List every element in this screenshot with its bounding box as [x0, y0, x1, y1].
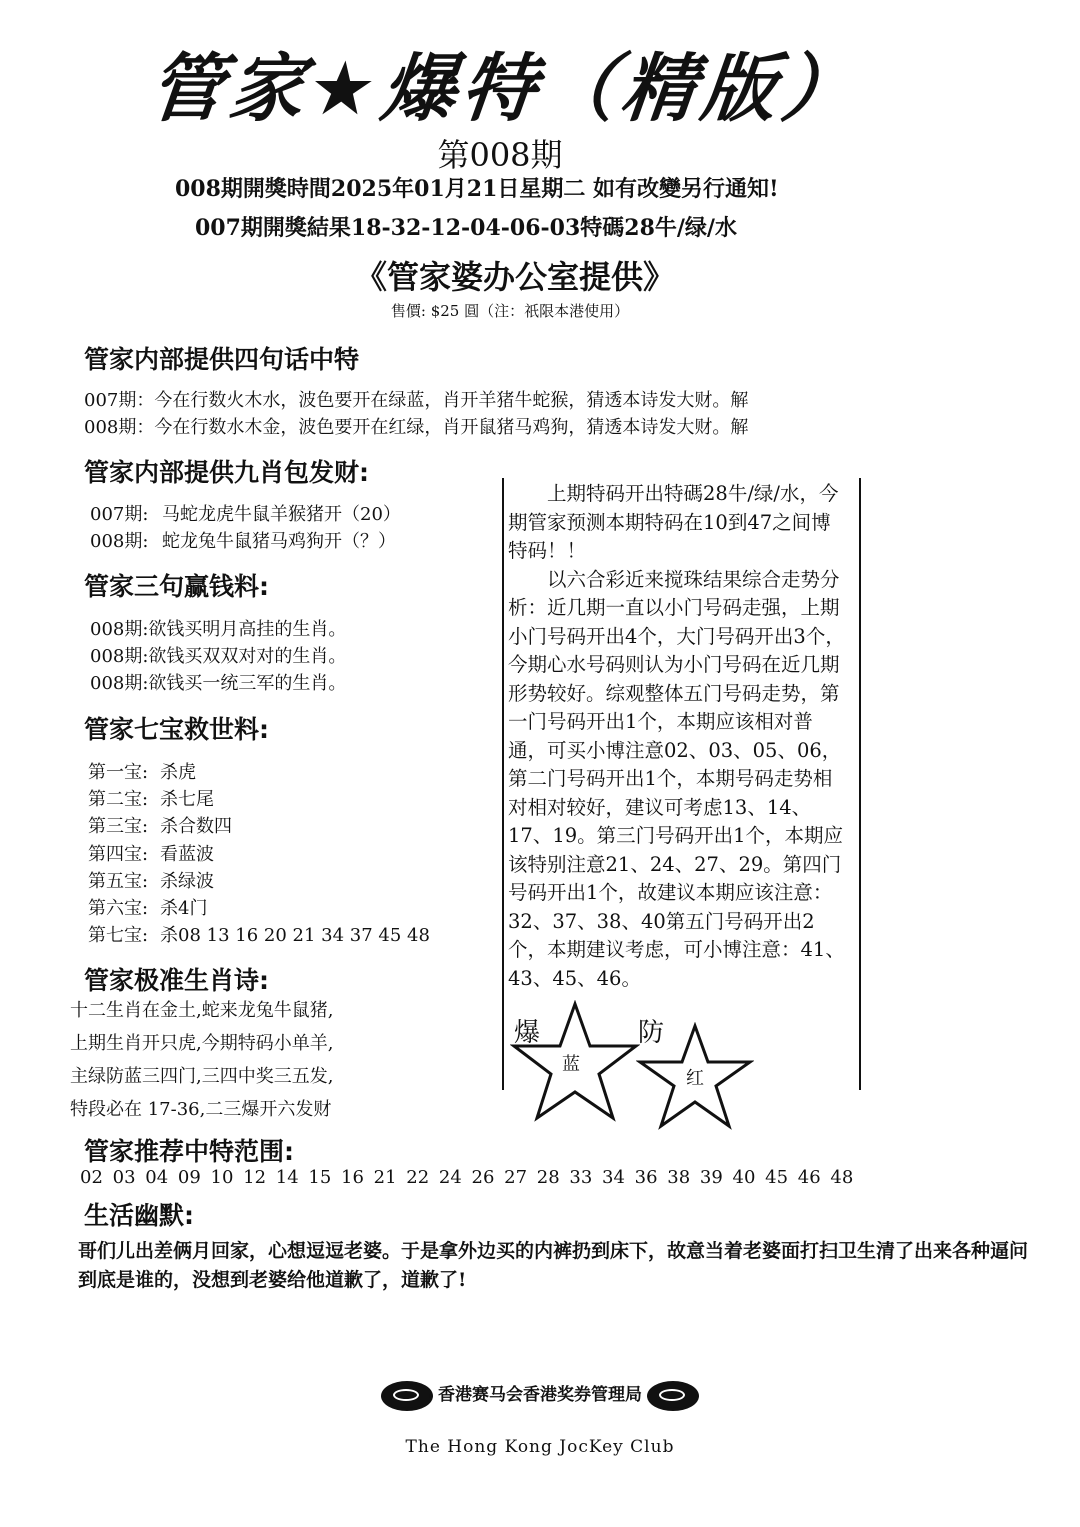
seven-text: 杀虎: [160, 762, 196, 783]
analysis-paragraph-1: 上期特码开出特碼28牛/绿/水，今期管家预测本期特码在10到47之间博特码！！: [508, 482, 839, 562]
star-label-bao: 爆: [514, 1018, 541, 1048]
three-row: 008期:欲钱买明月高挂的生肖。: [90, 619, 347, 640]
seven-text: 看蓝波: [160, 844, 214, 865]
footer-english: The Hong Kong JocKey Club: [405, 1436, 675, 1457]
star-text-blue: 蓝: [562, 1054, 580, 1075]
seven-label: 第一宝:: [88, 762, 149, 783]
poem-line: 特段必在 17-36,二三爆开六发财: [70, 1099, 332, 1120]
poem-line: 上期生肖开只虎,今期特码小单羊,: [70, 1033, 334, 1054]
nine-row-issue: 008期:: [90, 531, 149, 552]
poem-line: 十二生肖在金土,蛇来龙兔牛鼠猪,: [70, 1000, 334, 1021]
jockey-club-logo-icon: [381, 1381, 433, 1411]
nine-row-text: 蛇龙兔牛鼠猪马鸡狗开（？）: [162, 531, 396, 552]
draw-time: 008期開獎時間2025年01月21日星期二 如有改變另行通知!: [175, 176, 779, 202]
nine-row-text: 马蛇龙虎牛鼠羊猴猪开（20）: [162, 504, 401, 525]
issue-number: 第008期: [437, 136, 563, 174]
seven-label: 第二宝:: [88, 789, 149, 810]
star-label-fang: 防: [638, 1018, 665, 1048]
provider: 《管家婆办公室提供》: [354, 258, 675, 296]
jockey-club-logo-icon: [647, 1381, 699, 1411]
seven-label: 第七宝:: [88, 925, 149, 946]
three-row: 008期:欲钱买一统三军的生肖。: [90, 673, 347, 694]
seven-text: 杀合数四: [160, 816, 232, 837]
section-nine-title: 管家内部提供九肖包发财:: [84, 458, 369, 487]
poem-line: 主绿防蓝三四门,三四中奖三五发,: [70, 1066, 334, 1087]
nine-row-issue: 007期:: [90, 504, 149, 525]
range-numbers: 02 03 04 09 10 12 14 15 16 21 22 24 26 27 28 33 34 36 38 39 40 45 46 48: [80, 1167, 854, 1188]
section-four-lines-title: 管家内部提供四句话中特: [84, 345, 360, 374]
section-humor-title: 生活幽默:: [84, 1201, 194, 1230]
page-title: 管家★爆特（精版）: [144, 46, 867, 132]
humor-text: 哥们儿出差俩月回家，心想逗逗老婆。于是拿外边买的内裤扔到床下，故意当着老婆面打扫卫生清了出来各种逼问到底是谁的，没想到老婆给他道歉了，道歉了!: [78, 1240, 1029, 1291]
star-text-red: 红: [686, 1068, 704, 1089]
footer-org: 香港赛马会香港奖券管理局: [438, 1385, 642, 1405]
seven-label: 第六宝:: [88, 898, 149, 919]
four-line-row: 007期：今在行数火木水，波色要开在绿蓝，肖开羊猪牛蛇猴，猜透本诗发大财。解: [84, 390, 749, 411]
last-result: 007期開獎結果18-32-12-04-06-03特碼28牛/绿/水: [195, 215, 737, 241]
seven-text: 杀绿波: [160, 871, 214, 892]
seven-text: 杀08 13 16 20 21 34 37 45 48: [160, 925, 430, 946]
seven-text: 杀4门: [160, 898, 208, 919]
seven-label: 第四宝:: [88, 844, 149, 865]
seven-text: 杀七尾: [160, 789, 214, 810]
seven-label: 第三宝:: [88, 816, 149, 837]
section-seven-title: 管家七宝救世料:: [84, 715, 269, 744]
analysis-paragraph-2: 以六合彩近来搅珠结果综合走势分析：近几期一直以小门号码走强，上期小门号码开出4个，大门号码开出3个，今期心水号码则认为小门号码在近几期形势较好。综观整体五门号码走势，第一门号码开出1个，本期应该相对普通，可买小博注意02、03、05、06，第二门号码开出1个，本期号码走势相对相对较好，建议可考虑13、14、17、19。第三门号码开出1个，本期应该特别注意21、24、27、29。第四门号码开出1个，故建议本期应该注意：32、37、38、40第五门号码开出2个，本期建议考虑，可小博注意：41、43、45、46。: [508, 567, 845, 990]
section-three-title: 管家三句赢钱料:: [84, 572, 269, 601]
seven-label: 第五宝:: [88, 871, 149, 892]
analysis-text: [508, 480, 850, 993]
four-line-row: 008期：今在行数水木金，波色要开在红绿，肖开鼠猪马鸡狗，猜透本诗发大财。解: [84, 417, 749, 438]
three-row: 008期:欲钱买双双对对的生肖。: [90, 646, 347, 667]
section-range-title: 管家推荐中特范围:: [84, 1137, 294, 1166]
section-poem-title: 管家极准生肖诗:: [84, 966, 269, 995]
price-note: 售價: $25 圓（注：祇限本港使用）: [390, 302, 630, 320]
footer: [0, 1380, 1080, 1457]
